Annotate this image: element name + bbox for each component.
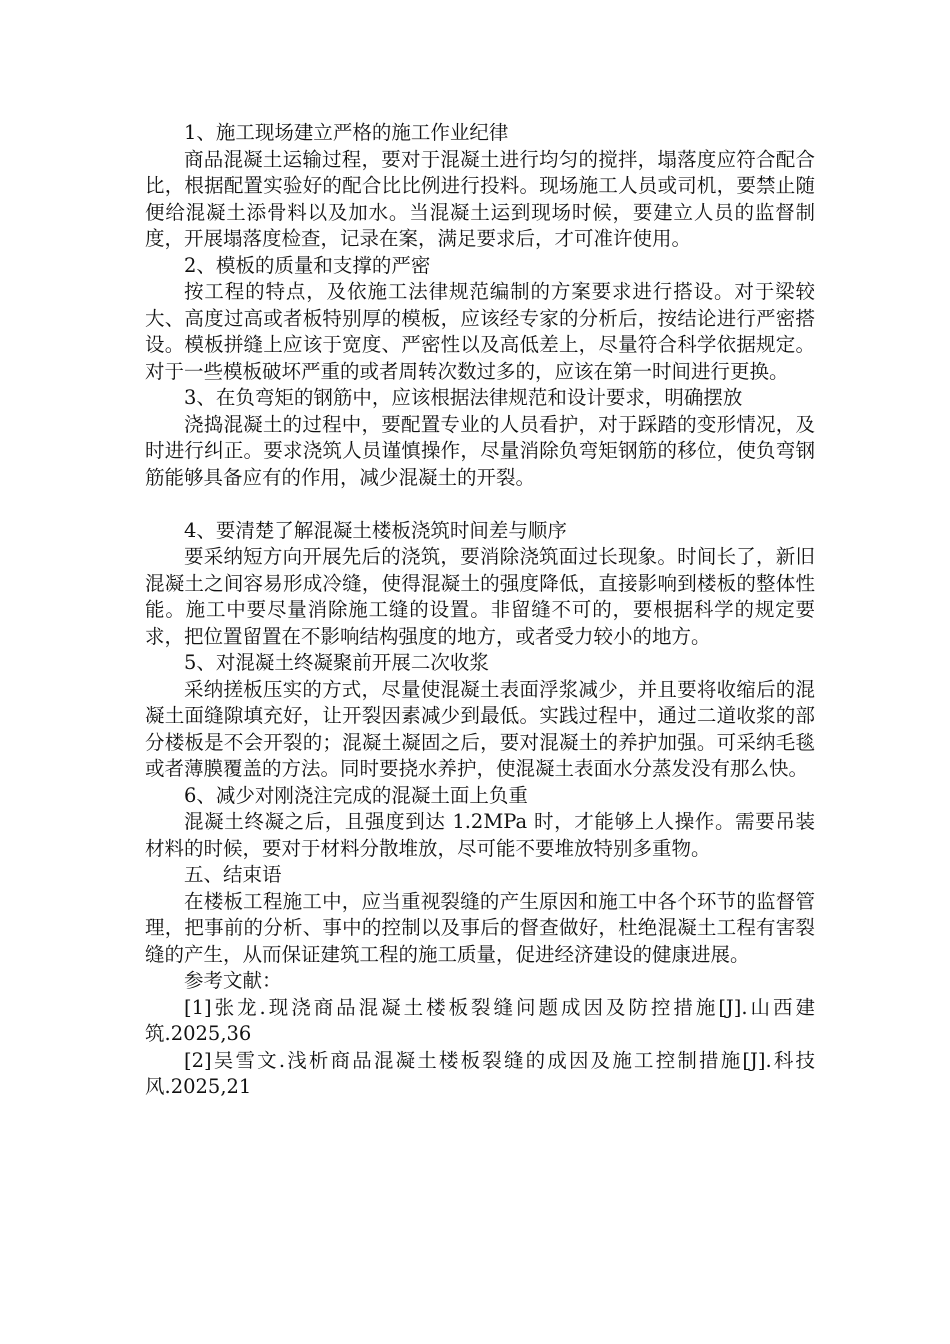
paragraph-5: 采纳搓板压实的方式，尽量使混凝土表面浮浆减少，并且要将收缩后的混凝土面缝隙填充好，让开裂因素减少到最低。实践过程中，通过二道收浆的部分楼板是不会开裂的；混凝土凝固之后，要对混凝土的养护加强。可采纳毛毯或者薄膜覆盖的方法。同时要挠水养护，使混凝土表面水分蒸发没有那么快。: [145, 677, 815, 780]
heading-1: 1、施工现场建立严格的施工作业纪律: [184, 121, 509, 144]
references-heading: 参考文献：: [184, 969, 282, 992]
document-body: [145, 120, 815, 1101]
conclusion-paragraph: 在楼板工程施工中，应当重视裂缝的产生原因和施工中各个环节的监督管理，把事前的分析、事中的控制以及事后的督查做好，杜绝混凝土工程有害裂缝的产生，从而保证建筑工程的施工质量，促进经济建设的健康进展。: [145, 889, 815, 966]
heading-6: 6、减少对刚浇注完成的混凝土面上负重: [184, 783, 528, 807]
heading-3: 3、在负弯矩的钢筋中，应该根据法律规范和设计要求，明确摆放: [184, 386, 743, 409]
heading-4: 4、要清楚了解混凝土楼板浇筑时间差与顺序: [184, 518, 567, 542]
paragraph-4: 要采纳短方向开展先后的浇筑，要消除浇筑面过长现象。时间长了，新旧混凝土之间容易形成冷缝，使得混凝土的强度降低，直接影响到楼板的整体性能。施工中要尽量消除施工缝的设置。非留缝不可的，要根据科学的规定要求，把位置留置在不影响结构强度的地方，或者受力较小的地方。: [145, 545, 815, 648]
paragraph-2: 按工程的特点，及依施工法律规范编制的方案要求进行搭设。对于梁较大、高度过高或者板特别厚的模板，应该经专家的分析后，按结论进行严密搭设。模板拼缝上应该于宽度、严密性以及高低差上，尽量符合科学依据规定。对于一些模板破坏严重的或者周转次数过多的，应该在第一时间进行更换。: [145, 280, 815, 383]
paragraph-1: 商品混凝土运输过程，要对于混凝土进行均匀的搅拌，塌落度应符合配合比，根据配置实验好的配合比比例进行投料。现场施工人员或司机，要禁止随便给混凝土添骨料以及加水。当混凝土运到现场时候，要建立人员的监督制度，开展塌落度检查，记录在案，满足要求后，才可准许使用。: [145, 147, 815, 250]
conclusion-heading: 五、结束语: [184, 863, 282, 886]
reference-item: [1]张龙.现浇商品混凝土楼板裂缝问题成因及防控措施[J].山西建筑.2025,36: [145, 995, 815, 1045]
paragraph-3: 浇捣混凝土的过程中，要配置专业的人员看护，对于踩踏的变形情况，及时进行纠正。要求浇筑人员谨慎操作，尽量消除负弯矩钢筋的移位，使负弯钢筋能够具备应有的作用，减少混凝土的开裂。: [145, 412, 815, 489]
heading-2: 2、模板的质量和支撑的严密: [184, 253, 431, 277]
heading-5: 5、对混凝土终凝聚前开展二次收浆: [184, 651, 489, 674]
reference-item: [2]吴雪文.浅析商品混凝土楼板裂缝的成因及施工控制措施[J].科技风.2025,21: [145, 1048, 815, 1098]
paragraph-6: 混凝土终凝之后，且强度到达 1.2MPa 时，才能够上人操作。需要吊装材料的时候，要对于材料分散堆放，尽可能不要堆放特别多重物。: [145, 810, 815, 860]
